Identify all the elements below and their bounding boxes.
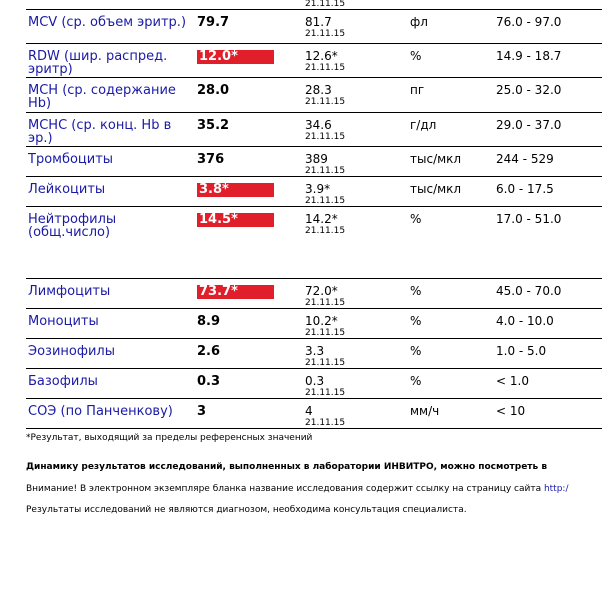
previous-date: 21.11.15 [305, 166, 346, 176]
test-name[interactable]: Лейкоциты [28, 182, 106, 197]
result-value: 12.0* [197, 50, 274, 64]
reference-range: 1.0 - 5.0 [496, 344, 547, 358]
result-value: 73.7* [197, 285, 274, 299]
previous-date: 21.11.15 [305, 29, 346, 39]
result-value: 3 [197, 404, 207, 419]
previous-value: 12.6* [305, 49, 338, 63]
reference-range: 29.0 - 37.0 [496, 118, 562, 132]
table-row [0, 147, 602, 177]
result-value: 3.8* [197, 183, 274, 197]
test-name[interactable]: Эозинофилы [28, 344, 115, 359]
test-name[interactable]: Нейтрофилы (общ.число) [28, 212, 117, 240]
previous-value: 81.7 [305, 15, 332, 29]
unit: % [410, 284, 422, 298]
test-name[interactable]: MCV (ср. объем эритр.) [28, 15, 187, 30]
reference-range: 6.0 - 17.5 [496, 182, 554, 196]
unit: тыс/мкл [410, 152, 462, 166]
previous-value: 10.2* [305, 314, 338, 328]
table-row [0, 113, 602, 147]
table-row [0, 44, 602, 78]
test-name[interactable]: MCH (ср. содержание Hb) [28, 83, 176, 111]
reference-range: 76.0 - 97.0 [496, 15, 562, 29]
top-prev-date: 21.11.15 [305, 0, 346, 9]
unit: % [410, 344, 422, 358]
result-value: 0.3 [197, 374, 221, 389]
table-row [0, 279, 602, 309]
previous-date: 21.11.15 [305, 226, 346, 236]
previous-date: 21.11.15 [305, 418, 346, 428]
table-row [0, 10, 602, 44]
reference-range: 244 - 529 [496, 152, 554, 166]
test-name[interactable]: RDW (шир. распред. эритр) [28, 49, 168, 77]
disclaimer: Результаты исследований не являются диагнозом, необходима консультация специалиста. [26, 505, 467, 515]
table-row [0, 207, 602, 279]
reference-range: 4.0 - 10.0 [496, 314, 554, 328]
unit: мм/ч [410, 404, 440, 418]
reference-range: 14.9 - 18.7 [496, 49, 562, 63]
table-row [0, 177, 602, 207]
previous-value: 4 [305, 404, 313, 418]
result-value: 35.2 [197, 118, 230, 133]
reference-range: < 1.0 [496, 374, 529, 388]
previous-value: 34.6 [305, 118, 332, 132]
table-row [0, 78, 602, 113]
footnote: *Результат, выходящий за пределы референсных значений [26, 433, 313, 443]
previous-date: 21.11.15 [305, 196, 346, 206]
test-name[interactable]: Моноциты [28, 314, 99, 329]
reference-range: 45.0 - 70.0 [496, 284, 562, 298]
reference-range: < 10 [496, 404, 526, 418]
site-link[interactable]: http:/ [543, 484, 569, 494]
unit: % [410, 314, 422, 328]
previous-date: 21.11.15 [305, 298, 346, 308]
table-row [0, 309, 602, 339]
unit: % [410, 374, 422, 388]
unit: тыс/мкл [410, 182, 462, 196]
previous-date: 21.11.15 [305, 328, 346, 338]
reference-range: 25.0 - 32.0 [496, 83, 562, 97]
table-row [0, 369, 602, 399]
unit: % [410, 49, 422, 63]
result-value: 8.9 [197, 314, 221, 329]
result-value: 14.5* [197, 213, 274, 227]
previous-value: 0.3 [305, 374, 325, 388]
table-row [0, 399, 602, 429]
test-name[interactable]: Базофилы [28, 374, 98, 389]
previous-date: 21.11.15 [305, 132, 346, 142]
site-link-notice [26, 484, 569, 495]
previous-date: 21.11.15 [305, 97, 346, 107]
previous-value: 28.3 [305, 83, 332, 97]
reference-range: 17.0 - 51.0 [496, 212, 562, 226]
previous-value: 3.3 [305, 344, 325, 358]
result-value: 79.7 [197, 15, 230, 30]
test-name[interactable]: Тромбоциты [28, 152, 114, 167]
result-value: 2.6 [197, 344, 221, 359]
previous-value: 72.0* [305, 284, 338, 298]
previous-date: 21.11.15 [305, 63, 346, 73]
test-name[interactable]: СОЭ (по Панченкову) [28, 404, 173, 419]
result-value: 28.0 [197, 83, 230, 98]
unit: фл [410, 15, 428, 29]
test-name[interactable]: MCHC (ср. конц. Hb в эр.) [28, 118, 172, 146]
notice-text: Внимание! В электронном экземпляре бланка название исследования содержит ссылку на страницу сайта [26, 484, 544, 494]
unit: % [410, 212, 422, 226]
result-value: 376 [197, 152, 225, 167]
dynamics-note: Динамику результатов исследований, выполненных в лаборатории ИНВИТРО, можно посмотреть в [26, 462, 548, 472]
table-row [0, 339, 602, 369]
previous-value: 3.9* [305, 182, 331, 196]
row-divider [26, 428, 602, 429]
previous-date: 21.11.15 [305, 388, 346, 398]
previous-value: 389 [305, 152, 328, 166]
previous-value: 14.2* [305, 212, 338, 226]
unit: пг [410, 83, 425, 97]
test-name[interactable]: Лимфоциты [28, 284, 111, 299]
previous-date: 21.11.15 [305, 358, 346, 368]
unit: г/дл [410, 118, 437, 132]
